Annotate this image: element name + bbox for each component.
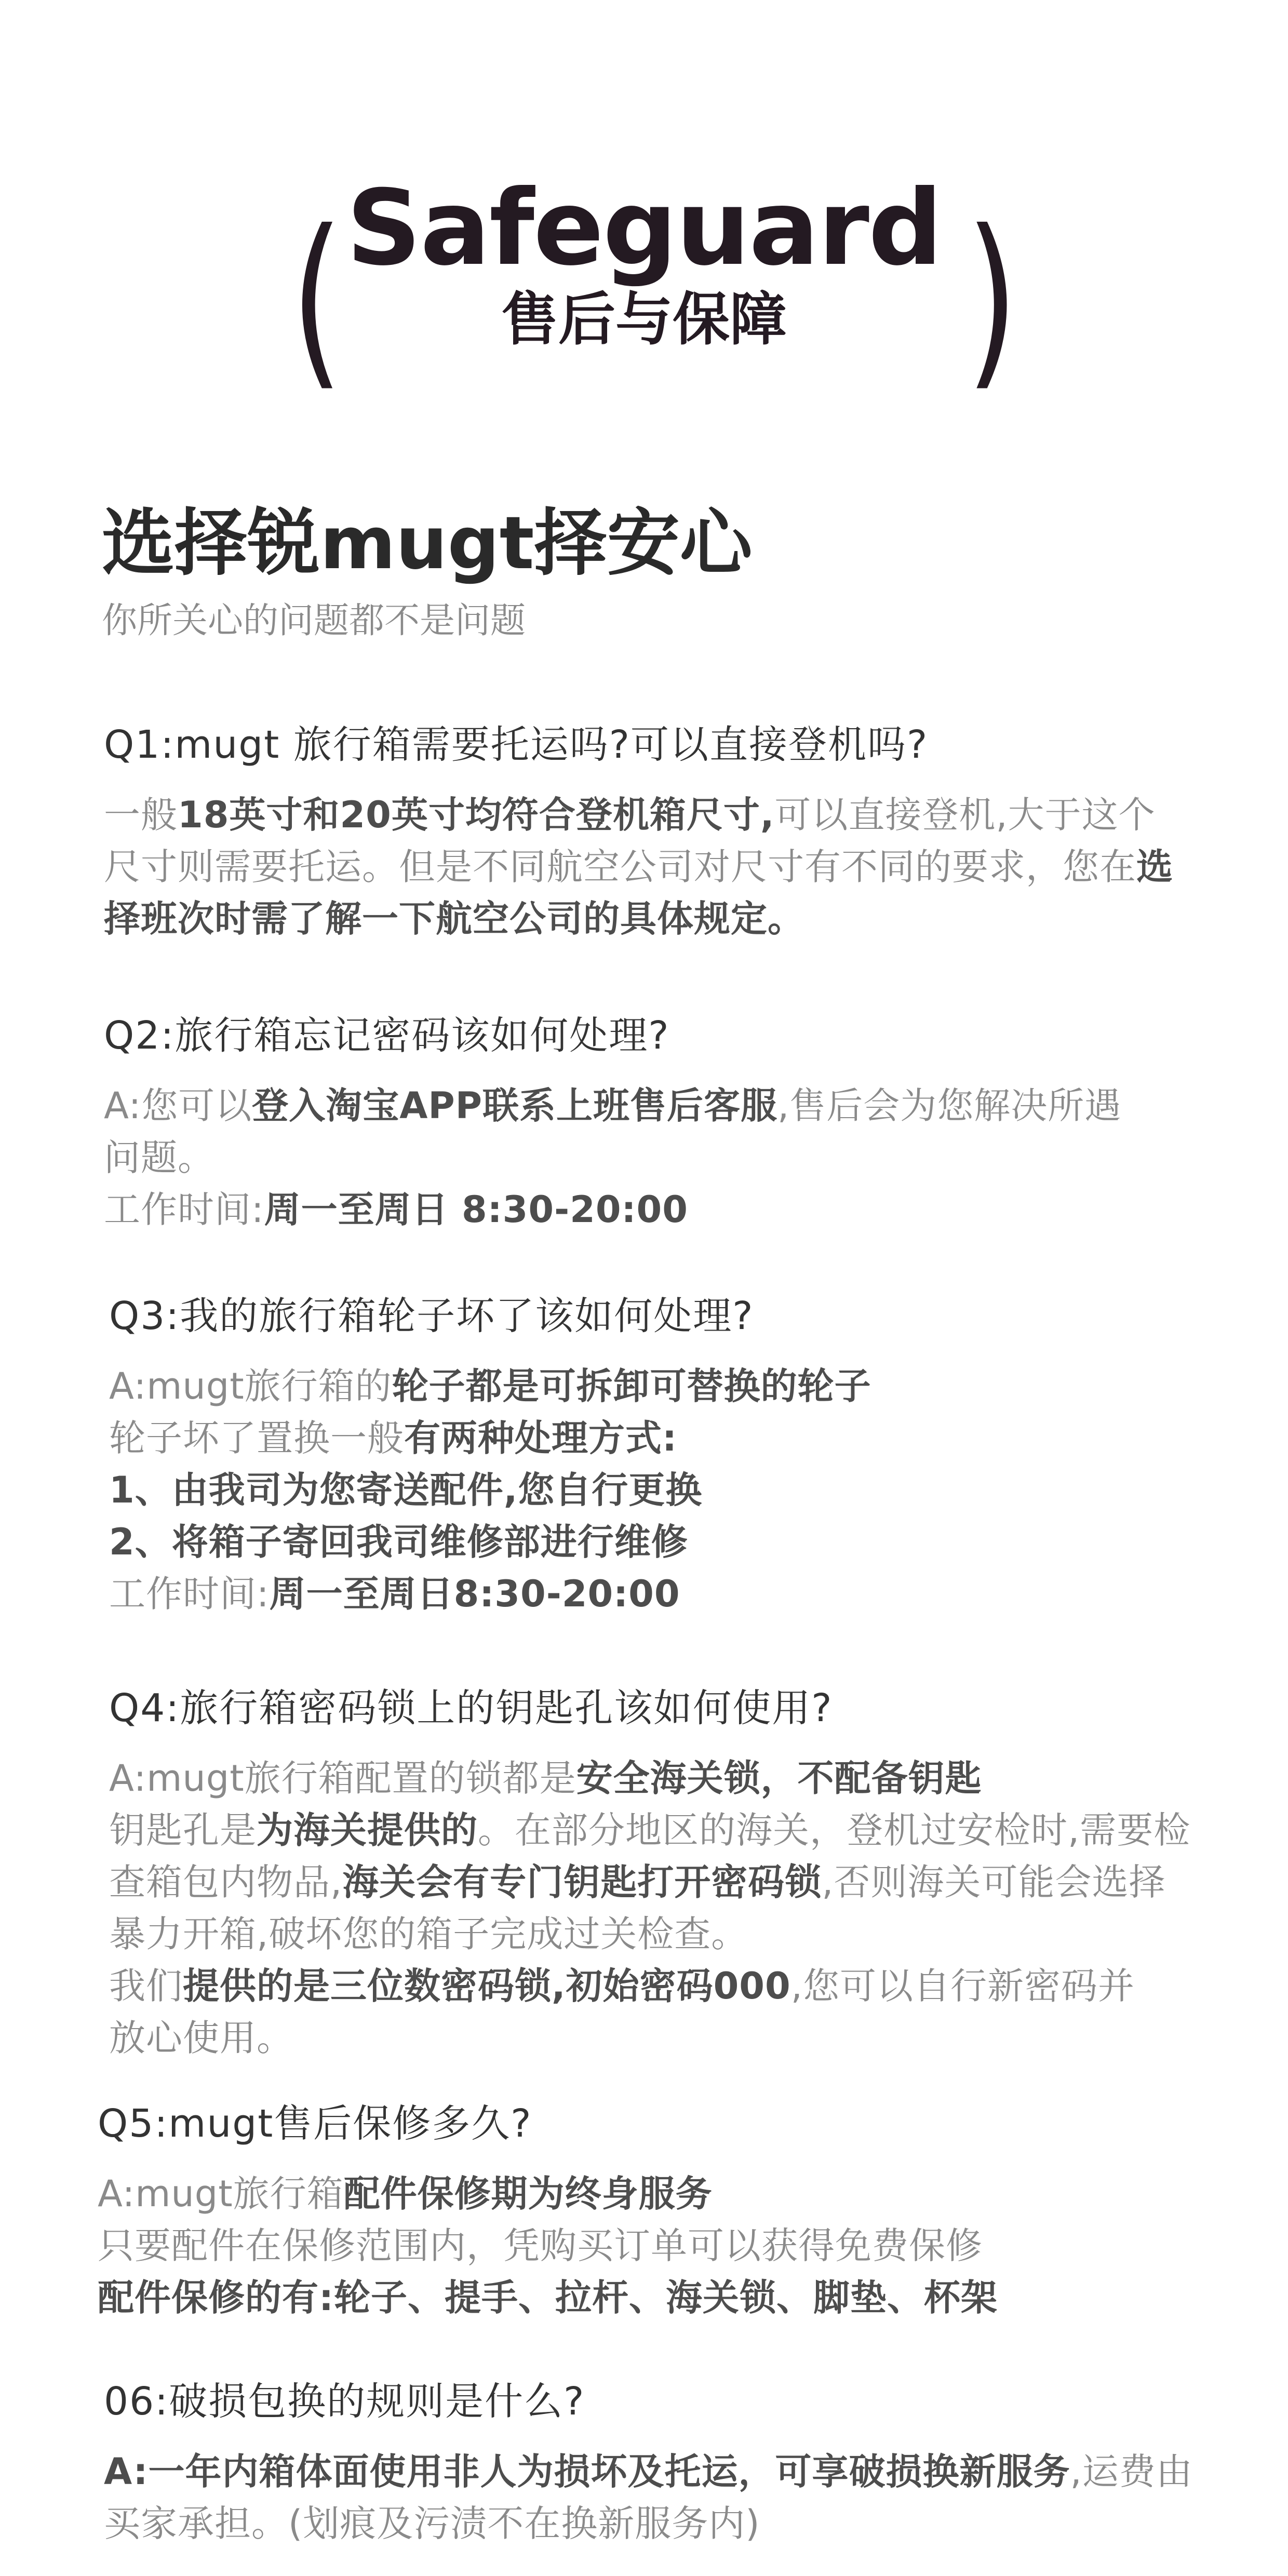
faq-item-2: [104, 1013, 1257, 1236]
answer-line: [109, 2012, 1262, 2064]
answer-line: [98, 2272, 1251, 2324]
answer-emphasis: 有两种处理方式:: [404, 1416, 677, 1459]
answer-text: ,否则海关可能会选择: [822, 1860, 1166, 1903]
answer-emphasis: 登入淘宝APP联系上班售后客服: [252, 1084, 778, 1127]
answer-text: 工作时间:: [104, 1188, 264, 1231]
faq-item-6: [104, 2379, 1257, 2550]
answer-line: [98, 2220, 1251, 2272]
faq-question: Q2:旅行箱忘记密码该如何处理?: [104, 1013, 670, 1058]
answer-line: [109, 1360, 1262, 1412]
answer-text: 问题。: [104, 1136, 214, 1179]
answer-text: 买家承担。(划痕及污渍不在换新服务内): [104, 2502, 760, 2545]
answer-line: [104, 1080, 1257, 1132]
answer-text: ,售后会为您解决所遇: [777, 1084, 1122, 1127]
answer-line: [109, 1464, 1262, 1516]
answer-emphasis: 周一至周日 8:30-20:00: [264, 1188, 688, 1231]
answer-text: 轮子坏了置换一般: [109, 1416, 404, 1459]
header-title: Safeguard: [346, 168, 942, 289]
answer-line: [109, 1568, 1262, 1620]
answer-text: 暴力开箱,破坏您的箱子完成过关检查。: [109, 1912, 748, 1955]
answer-emphasis: A:一年内箱体面使用非人为损坏及托运，可享破损换新服务: [104, 2450, 1070, 2493]
answer-line: [98, 2168, 1251, 2220]
header-right-paren: ): [965, 190, 1018, 408]
answer-text: 钥匙孔是: [109, 1808, 257, 1852]
answer-text: 一般: [104, 793, 178, 836]
answer-line: [109, 1960, 1262, 2012]
faq-answer: [104, 2446, 1257, 2550]
answer-emphasis: 提供的是三位数密码锁,初始密码000: [183, 1964, 791, 2007]
answer-emphasis: 安全海关锁，不配备钥匙: [576, 1756, 982, 1800]
faq-item-4: [109, 1685, 1262, 2064]
answer-line: [104, 2498, 1257, 2550]
answer-text: A:mugt旅行箱: [98, 2172, 344, 2215]
answer-line: [104, 2446, 1257, 2498]
intro-title: 选择锐mugt择安心: [102, 501, 753, 586]
faq-item-5: [98, 2101, 1251, 2324]
intro-subtitle: 你所关心的问题都不是问题: [102, 600, 526, 641]
faq-item-3: [109, 1293, 1262, 1620]
answer-text: 尺寸则需要托运。但是不同航空公司对尺寸有不同的要求，您在: [104, 845, 1136, 888]
answer-emphasis: 配件保修的有:轮子、提手、拉杆、海关锁、脚垫、杯架: [98, 2276, 998, 2319]
answer-text: A:您可以: [104, 1084, 252, 1127]
answer-emphasis: 配件保修期为终身服务: [343, 2172, 713, 2215]
answer-text: 工作时间:: [109, 1572, 270, 1615]
answer-line: [109, 1516, 1262, 1568]
answer-line: [109, 1856, 1262, 1908]
faq-answer: [109, 1752, 1262, 2064]
answer-emphasis: 18英寸和20英寸均符合登机箱尺寸,: [178, 793, 775, 836]
faq-question: Q3:我的旅行箱轮子坏了该如何处理?: [109, 1294, 754, 1338]
answer-text: ,运费由: [1070, 2450, 1193, 2493]
answer-text: 。在部分地区的海关，登机过安检时,需要检: [478, 1808, 1191, 1852]
answer-line: [109, 1412, 1262, 1464]
faq-answer: [104, 1080, 1257, 1236]
answer-line: [104, 1184, 1257, 1236]
answer-text: 只要配件在保修范围内，凭购买订单可以获得免费保修: [98, 2224, 983, 2267]
answer-emphasis: 2、将箱子寄回我司维修部进行维修: [109, 1520, 688, 1563]
answer-line: [109, 1908, 1262, 1960]
answer-text: A:mugt旅行箱配置的锁都是: [109, 1756, 576, 1800]
faq-answer: [104, 789, 1257, 945]
answer-line: [104, 893, 1257, 945]
faq-answer: [109, 1360, 1262, 1620]
answer-line: [104, 1132, 1257, 1184]
faq-answer: [98, 2168, 1251, 2324]
answer-text: 放心使用。: [109, 2016, 293, 2059]
answer-emphasis: 为海关提供的: [257, 1808, 478, 1852]
answer-emphasis: 择班次时需了解一下航空公司的具体规定。: [104, 897, 804, 940]
answer-text: 我们: [109, 1964, 183, 2007]
answer-emphasis: 选: [1136, 845, 1173, 888]
header-left-paren: (: [290, 190, 343, 408]
answer-emphasis: 轮子都是可拆卸可替换的轮子: [392, 1364, 871, 1407]
answer-line: [109, 1752, 1262, 1804]
faq-question: 06:破损包换的规则是什么?: [104, 2379, 585, 2424]
answer-emphasis: 海关会有专门钥匙打开密码锁: [342, 1860, 822, 1903]
answer-emphasis: 周一至周日8:30-20:00: [269, 1572, 680, 1615]
answer-line: [104, 841, 1257, 893]
faq-item-1: [104, 722, 1257, 945]
answer-line: [109, 1804, 1262, 1856]
answer-text: 可以直接登机,大于这个: [774, 793, 1156, 836]
header-subtitle: 售后与保障: [501, 286, 787, 353]
faq-question: Q5:mugt售后保修多久?: [98, 2101, 532, 2146]
faq-question: Q4:旅行箱密码锁上的钥匙孔该如何使用?: [109, 1686, 833, 1730]
answer-emphasis: 1、由我司为您寄送配件,您自行更换: [109, 1468, 703, 1511]
answer-text: 查箱包内物品,: [109, 1860, 343, 1903]
faq-question: Q1:mugt 旅行箱需要托运吗?可以直接登机吗?: [104, 722, 929, 767]
answer-line: [104, 789, 1257, 841]
answer-text: A:mugt旅行箱的: [109, 1364, 392, 1407]
answer-text: ,您可以自行新密码并: [790, 1964, 1135, 2007]
